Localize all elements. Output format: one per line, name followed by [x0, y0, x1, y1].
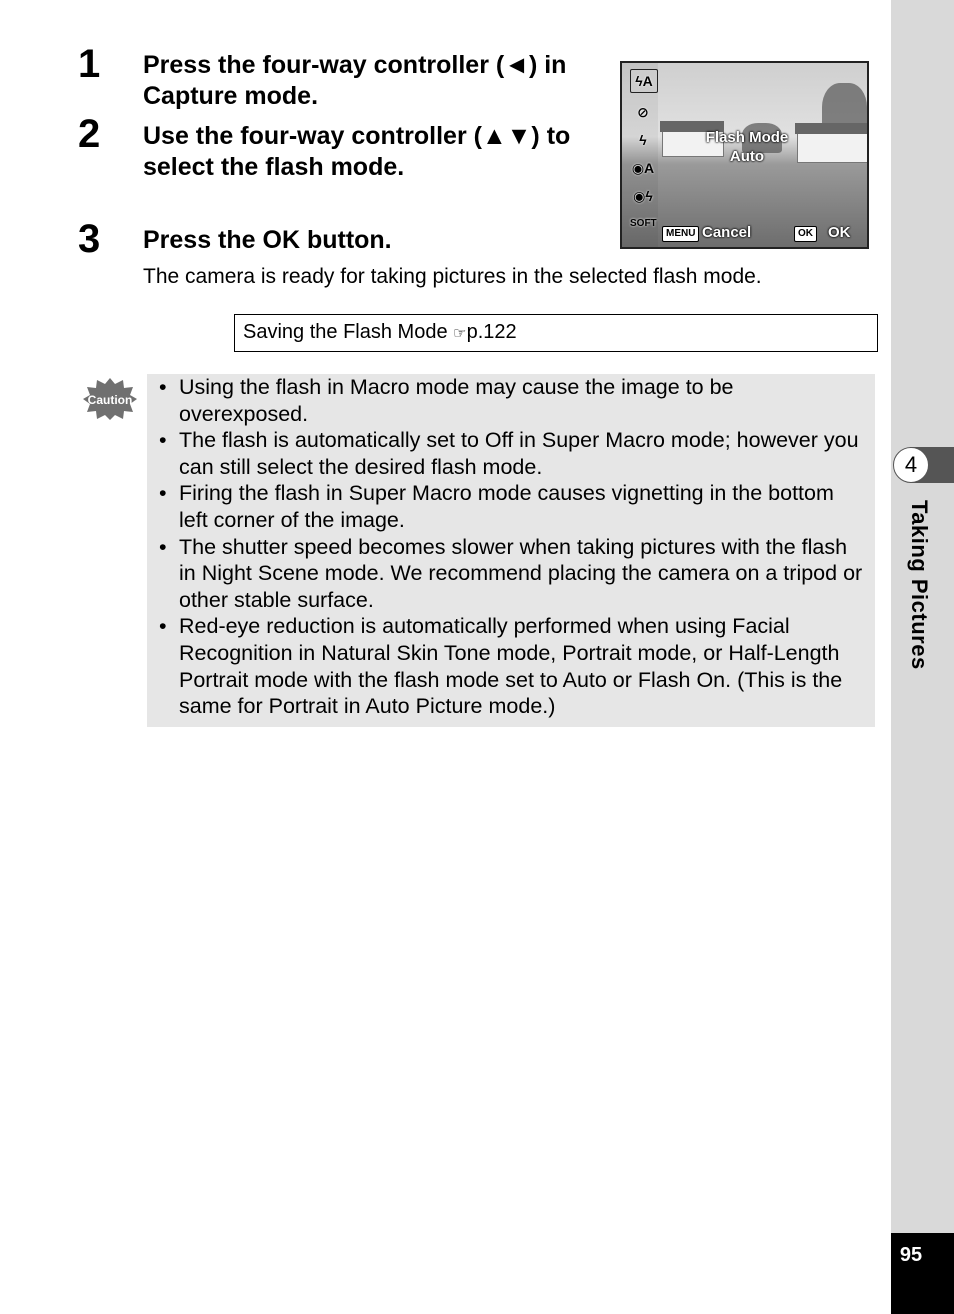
- flash-mode-title: Flash Mode: [705, 129, 789, 146]
- caution-icon: [82, 377, 138, 421]
- chapter-number: 4: [893, 447, 929, 483]
- step-1-number: 1: [78, 42, 101, 86]
- pointing-hand-icon: ☞: [453, 325, 467, 342]
- caution-list: [147, 374, 865, 720]
- step-1-text: Press the four-way controller (◄) in Capture mode.: [143, 51, 567, 110]
- step-2-text: Use the four-way controller (▲▼) to select the flash mode.: [143, 122, 571, 181]
- soft-flash-icon[interactable]: SOFT: [630, 218, 657, 229]
- cancel-label: Cancel: [702, 224, 752, 241]
- step-2-number: 2: [78, 112, 101, 156]
- reference-text: Saving the Flash Mode: [243, 321, 448, 343]
- menu-button[interactable]: MENU: [662, 226, 699, 242]
- caution-item: • The shutter speed becomes slower when taking pictures with the flash in Night Scene mode. We recommend placing the camera on a tripod or other stable surface.: [147, 534, 865, 614]
- caution-box: [147, 374, 875, 727]
- ok-label: OK: [828, 224, 851, 241]
- caution-item: • Using the flash in Macro mode may cause the image to be overexposed.: [147, 374, 865, 427]
- ok-button[interactable]: OK: [794, 226, 817, 242]
- step-3-description: The camera is ready for taking pictures in the selected flash mode.: [143, 265, 762, 288]
- caution-item: • Firing the flash in Super Macro mode causes vignetting in the bottom left corner of the image.: [147, 480, 865, 533]
- camera-lcd-screen: [620, 61, 869, 249]
- reference-box: [234, 314, 878, 352]
- flash-off-icon[interactable]: ⊘: [637, 104, 649, 120]
- flash-mode-value: Auto: [729, 148, 765, 165]
- redeye-auto-icon[interactable]: ◉A: [631, 160, 655, 176]
- step-3-number: 3: [78, 217, 101, 261]
- flash-on-icon[interactable]: ϟ: [639, 132, 647, 148]
- flash-auto-icon[interactable]: ϟA: [630, 69, 658, 93]
- caution-item: • The flash is automatically set to Off in Super Macro mode; however you can still select the desired flash mode.: [147, 427, 865, 480]
- reference-page[interactable]: p.122: [466, 321, 517, 343]
- redeye-on-icon[interactable]: ◉ϟ: [633, 188, 653, 204]
- caution-icon-label: Caution: [87, 393, 133, 407]
- step-3-text: Press the OK button.: [143, 226, 392, 254]
- chapter-title: Taking Pictures: [907, 500, 932, 670]
- page-number: 95: [899, 1244, 923, 1266]
- caution-item: • Red-eye reduction is automatically performed when using Facial Recognition in Natural Skin Tone mode, Portrait mode, or Half-Length Portrait mode with the flash mode set to Auto or Flash On. (This is the same for Portrait in Auto Picture mode.): [147, 613, 865, 719]
